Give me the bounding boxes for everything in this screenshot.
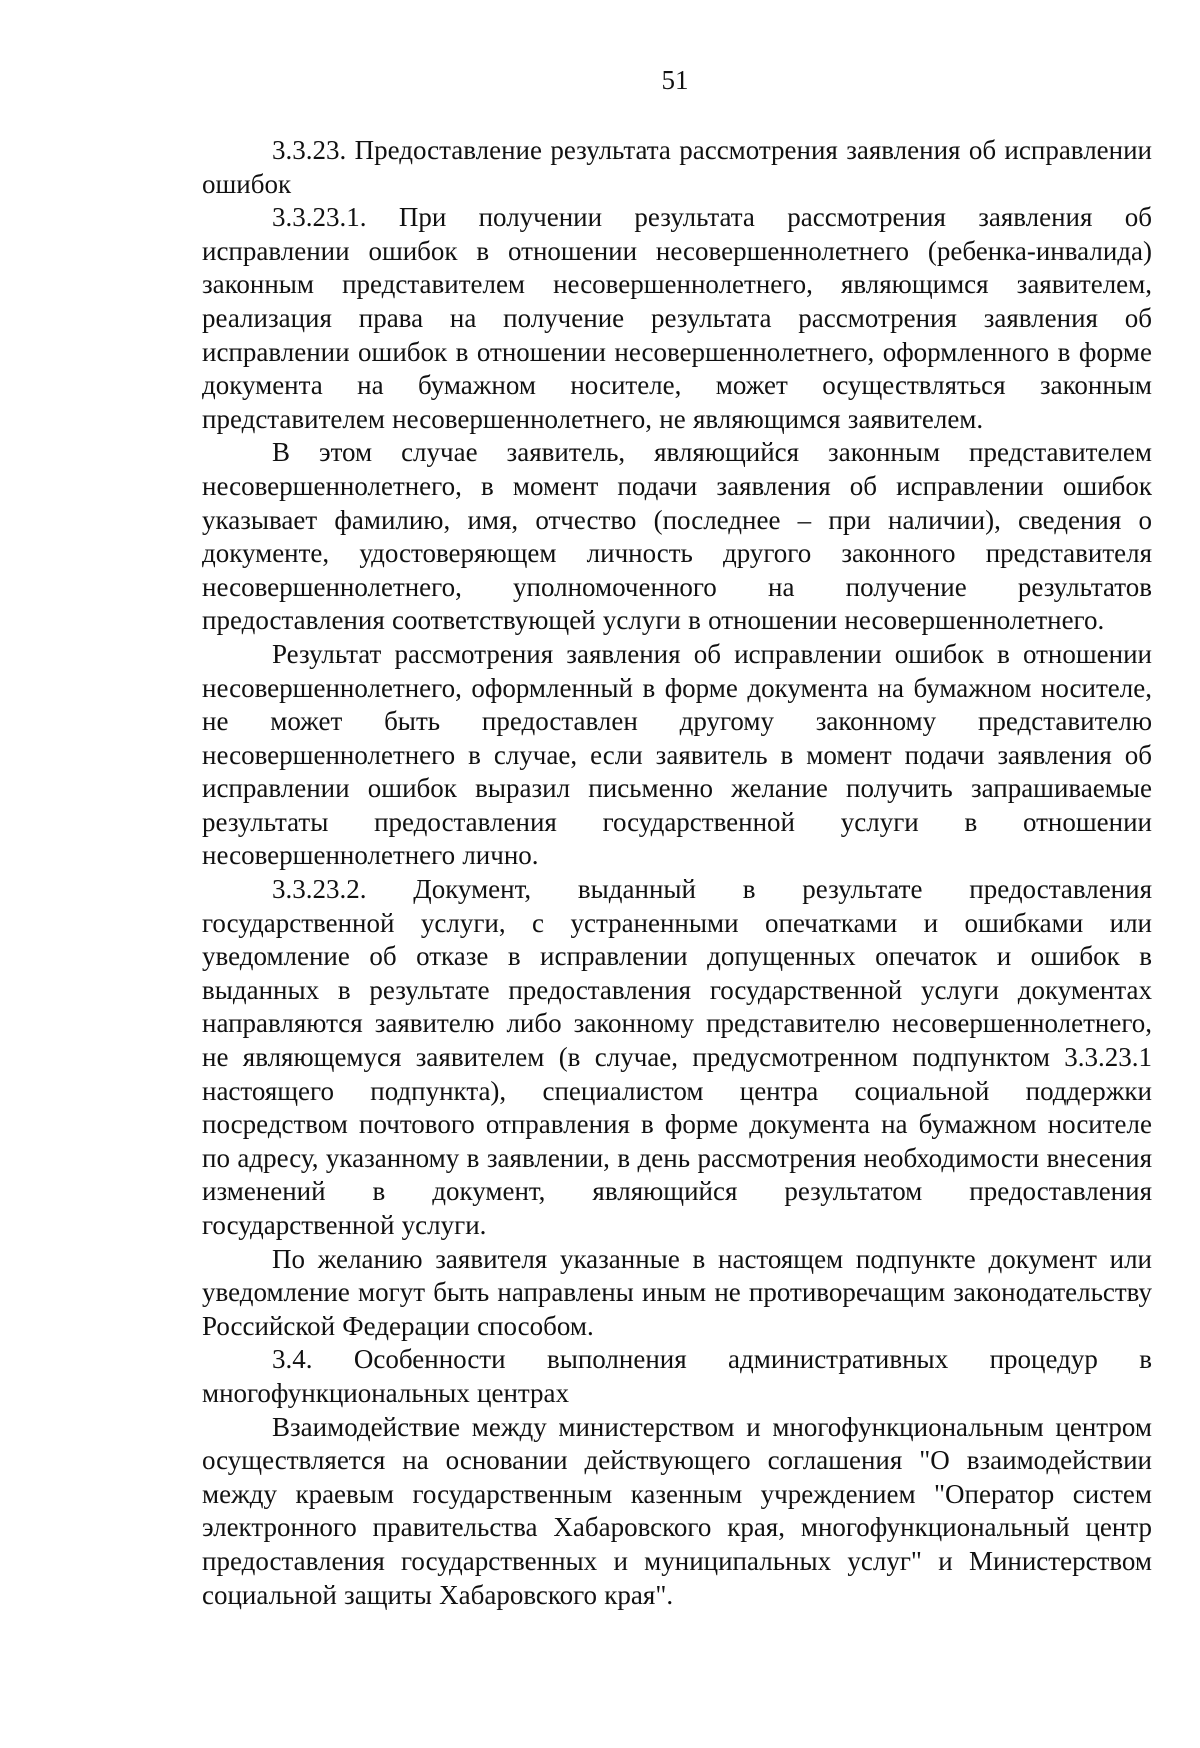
page-number: 51 [661, 65, 689, 95]
paragraph-3-3-23-1: 3.3.23.1. При получении результата рассмотрения заявления об исправлении ошибок в отношении несовершеннолетнего (ребенка-инвалида) законным представителем несовершеннолетнего, являющимся заявителем, реализация права на получение результата рассмотрения заявления об исправлении ошибок в отношении несовершеннолетнего, оформленного в форме документа на бумажном носителе, может осуществляться законным представителем несовершеннолетнего, не являющимся заявителем. [202, 202, 1152, 434]
paragraph-representative-case: В этом случае заявитель, являющийся законным представителем несовершеннолетнего, в момент подачи заявления об исправлении ошибок указывает фамилию, имя, отчество (последнее – при наличии), сведения о документе, удостоверяющем личность другого законного представителя несовершеннолетнего, уполномоченного на получение результатов предоставления соответствующей услуги в отношении несовершеннолетнего. [202, 437, 1152, 636]
paragraph-result-not-provided: Результат рассмотрения заявления об исправлении ошибок в отношении несовершеннолетнего, оформленный в форме документа на бумажном носителе, не может быть предоставлен другому законному представителю несовершеннолетнего в случае, если заявитель в момент подачи заявления об исправлении ошибок выразил письменно желание получить запрашиваемые результаты предоставления государственной услуги в отношении несовершеннолетнего лично. [202, 638, 1152, 871]
paragraph-3-3-23-2: 3.3.23.2. Документ, выданный в результате предоставления государственной услуги, с устраненными опечатками и ошибками или уведомление об отказе в исправлении допущенных опечаток и ошибок в выданных в результате предоставления государственной услуги документах направляются заявителю либо законному представителю несовершеннолетнего, не являющемуся заявителем (в случае, предусмотренном подпунктом 3.3.23.1 настоящего подпункта), специалистом центра социальной поддержки посредством почтового отправления в форме документа на бумажном носителе по адресу, указанному в заявлении, в день рассмотрения необходимости внесения изменений в документ, являющийся результатом предоставления государственной услуги. [202, 874, 1152, 1240]
section-heading-3-3-23: 3.3.23. Предоставление результата рассмотрения заявления об исправлении ошибок [202, 135, 1152, 199]
document-body [202, 134, 1152, 1612]
paragraph-applicant-wish: По желанию заявителя указанные в настоящем подпункте документ или уведомление могут быть направлены иным не противоречащим законодательству Российской Федерации способом. [202, 1243, 1152, 1341]
section-heading-3-4: 3.4. Особенности выполнения административных процедур в многофункциональных центрах [202, 1344, 1152, 1408]
paragraph-interaction-agreement: Взаимодействие между министерством и многофункциональным центром осуществляется на основании действующего соглашения "О взаимодействии между краевым государственным казенным учреждением "Оператор систем электронного правительства Хабаровского края, многофункциональный центр предоставления государственных и муниципальных услуг" и Министерством социальной защиты Хабаровского края". [202, 1411, 1152, 1610]
